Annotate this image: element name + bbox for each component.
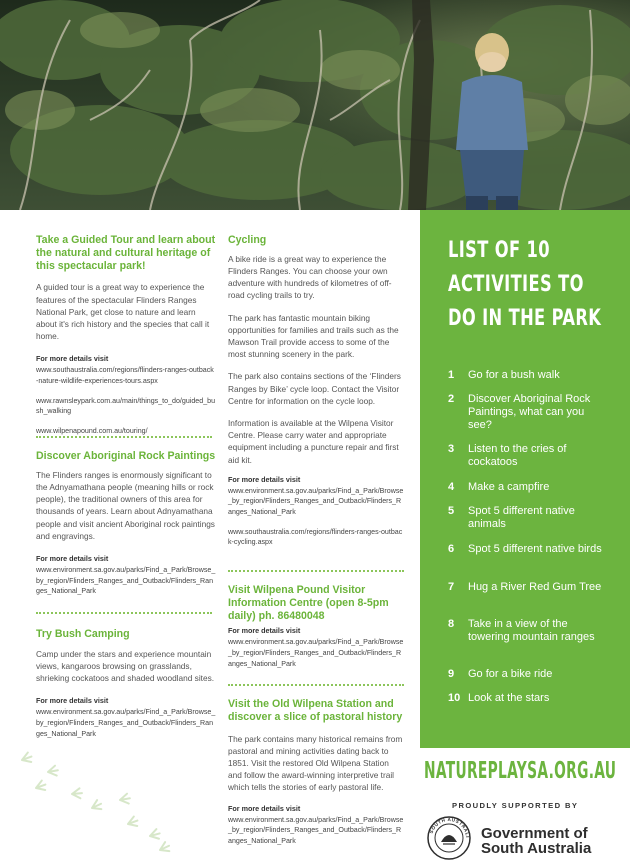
- proudly-supported-by-label: PROUDLY SUPPORTED BY: [452, 801, 579, 810]
- activity-number: 4: [448, 481, 455, 493]
- bush-camping-body: Camp under the stars and experience mountain views, kangaroos browsing on grasslands, shrieking cockatoos and shaded woodland sites.: [36, 648, 215, 684]
- activity-number: 2: [448, 393, 455, 405]
- govt-line-2: South Australia: [481, 840, 592, 857]
- activity-number: 5: [448, 505, 455, 517]
- more-details-label: For more details visit: [36, 354, 109, 364]
- station-url[interactable]: www.environment.sa.gov.au/parks/Find_a_Park/Browse_by_region/Flinders_Ranges_and_Outback/Flinders_Ranges_National_Park: [228, 815, 404, 845]
- activity-text: Go for a bush walk: [468, 369, 560, 381]
- rock-paintings-section: [36, 450, 216, 597]
- hero-photo: [0, 0, 630, 210]
- more-details-label: For more details visit: [228, 626, 301, 636]
- activity-item: [448, 393, 618, 432]
- activity-item: [448, 481, 618, 494]
- south-australia-seal-icon: [427, 816, 471, 860]
- activity-text: Discover Aboriginal Rock Paintings, what can you see?: [468, 393, 591, 431]
- bushland-photo-illustration: [0, 0, 630, 210]
- cycling-heading: Cycling: [228, 234, 267, 246]
- activity-number: 1: [448, 369, 455, 381]
- cycling-section: [228, 234, 404, 548]
- activity-item: [448, 543, 618, 556]
- activity-item: [448, 443, 618, 469]
- cycling-url-1[interactable]: www.environment.sa.gov.au/parks/Find_a_Park/Browse_by_region/Flinders_Ranges_and_Outback/Flinders_Ranges_National_Park: [228, 486, 404, 517]
- station-section: [228, 698, 404, 846]
- cycling-para-2: The park has fantastic mountain biking opportunities for families and trails such as the Mawson Trail provide access to some of the most stunning scenery in the park.: [228, 312, 399, 360]
- bush-camping-section: [36, 628, 216, 739]
- station-heading: Visit the Old Wilpena Station and discover a slice of pastoral history: [228, 698, 403, 723]
- visitor-centre-heading: Visit Wilpena Pound Visitor Information Centre (open 8-5pm daily) ph. 86480048: [228, 584, 389, 622]
- bird-tracks-icon: [0, 750, 220, 862]
- activity-text: Look at the stars: [468, 692, 550, 704]
- activity-number: 3: [448, 443, 455, 455]
- activity-text: Go for a bike ride: [468, 668, 553, 680]
- activity-number: 9: [448, 668, 455, 680]
- activity-item: [448, 618, 618, 644]
- activities-panel: [420, 210, 630, 748]
- section-divider: [228, 684, 404, 686]
- guided-tour-section: [36, 234, 216, 436]
- activities-panel-title: [448, 234, 602, 336]
- rock-paintings-heading: Discover Aboriginal Rock Paintings: [36, 450, 216, 462]
- activity-number: 6: [448, 543, 455, 555]
- seal-text: SOUTH AUSTRALI: [428, 816, 471, 839]
- more-details-label: For more details visit: [228, 474, 301, 484]
- more-details-label: For more details visit: [36, 554, 109, 564]
- panel-title-line-3: DO IN THE PARK: [448, 306, 602, 331]
- visitor-centre-section: [228, 584, 404, 669]
- government-of-sa-logo-text: [481, 826, 591, 856]
- activity-item: [448, 369, 618, 382]
- rock-paintings-url[interactable]: www.environment.sa.gov.au/parks/Find_a_Park/Browse_by_region/Flinders_Ranges_and_Outback/Flinders_Ranges_National_Park: [36, 566, 216, 596]
- panel-title-line-2: ACTIVITIES TO: [448, 272, 584, 297]
- guided-tour-heading: Take a Guided Tour and learn about the natural and cultural heritage of this spectacular park!: [36, 234, 216, 272]
- guided-tour-url-1[interactable]: www.southaustralia.com/regions/flinders-ranges-outback-nature-wildlife-experiences-tours.aspx: [36, 366, 214, 385]
- cycling-para-4: Information is available at the Wilpena Visitor Centre. Please carry water and appropriate equipment including a puncture repair and first aid kit.: [228, 418, 399, 465]
- panel-title-line-1: LIST OF 10: [448, 238, 550, 263]
- station-body: The park contains many historical remains from pastoral and mining activities dating back to 1851. Visit the restored Old Wilpena Station and follow the award-winning interpretive trail which tells the stories of early pastoral life.: [228, 733, 403, 793]
- rock-paintings-body: The Flinders ranges is enormously significant to the Adnyamathana people (meaning hills or rock people), the traditional owners of this area for thousands of years. Learn about Adnyamathana people and visit ancient Aboriginal rock paintings and engravings.: [36, 469, 215, 541]
- activity-item: [448, 692, 618, 705]
- activity-item: [448, 505, 618, 531]
- activity-text: Spot 5 different native animals: [468, 505, 575, 530]
- guided-tour-url-3[interactable]: www.wilpenapound.com.au/touring/: [36, 426, 148, 435]
- cycling-url-2[interactable]: www.southaustralia.com/regions/flinders-ranges-outback-cycling.aspx: [228, 527, 403, 547]
- section-divider: [228, 570, 404, 572]
- activity-text: Make a campfire: [468, 481, 550, 493]
- cycling-para-3: The park also contains sections of the ‘Flinders Ranges by Bike’ cycle loop. Contact the Visitor Centre for information on the cycle loop.: [228, 371, 401, 406]
- activity-text: Listen to the cries of cockatoos: [468, 443, 567, 468]
- activity-item: [448, 668, 618, 681]
- section-divider: [36, 612, 212, 614]
- bush-camping-heading: Try Bush Camping: [36, 628, 130, 640]
- cycling-para-1: A bike ride is a great way to experience the Flinders Ranges. You can choose your own adventure with hundreds of kilometres of off-road cycling trails to try.: [228, 253, 392, 301]
- activity-text: Take in a view of the towering mountain ranges: [468, 618, 595, 643]
- govt-line-1: Government of: [481, 825, 588, 842]
- activity-text: Spot 5 different native birds: [468, 543, 602, 555]
- activity-item: [448, 581, 618, 594]
- more-details-label: For more details visit: [228, 803, 301, 813]
- activity-number: 7: [448, 581, 455, 593]
- activity-number: 8: [448, 618, 455, 630]
- bush-camping-url[interactable]: www.environment.sa.gov.au/parks/Find_a_Park/Browse_by_region/Flinders_Ranges_and_Outback/Flinders_Ranges_National_Park: [36, 708, 216, 738]
- activity-number: 10: [448, 692, 461, 704]
- guided-tour-body: A guided tour is a great way to experience the features of the spectacular Flinders Ranges National Park, get close to nature and learn about it's rich history and the species that call it home.: [36, 282, 210, 342]
- section-divider: [36, 436, 212, 438]
- visitor-centre-url[interactable]: www.environment.sa.gov.au/parks/Find_a_Park/Browse_by_region/Flinders_Ranges_and_Outback/Flinders_Ranges_National_Park: [228, 638, 404, 668]
- guided-tour-url-2[interactable]: www.rawnsleypark.com.au/main/things_to_do/guided_bush_walking: [36, 396, 216, 416]
- activity-text: Hug a River Red Gum Tree: [468, 581, 602, 593]
- more-details-label: For more details visit: [36, 696, 109, 706]
- natureplay-website-link[interactable]: NATUREPLAYSA.ORG.AU: [424, 758, 617, 784]
